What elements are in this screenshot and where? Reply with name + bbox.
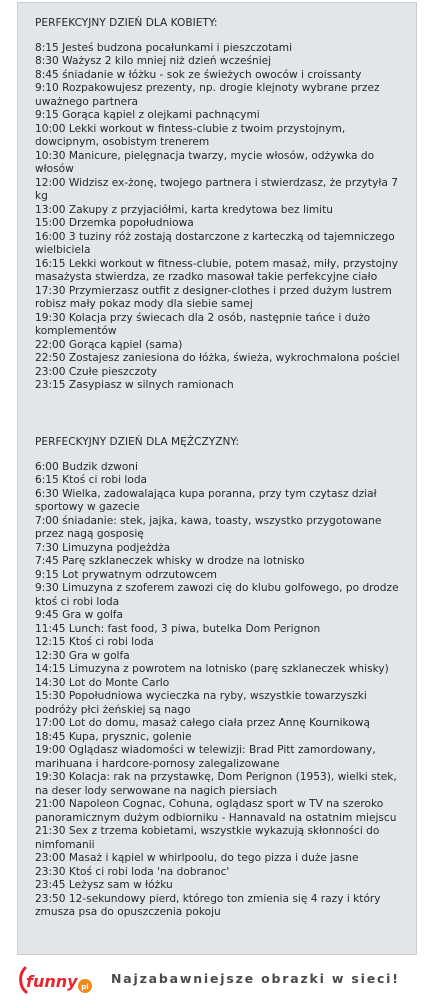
content-panel	[17, 2, 417, 955]
schedule-entry: 12:30 Gra w golfa	[35, 649, 130, 662]
funny-logo-icon[interactable]	[16, 964, 94, 996]
logo-badge: pl	[81, 983, 89, 991]
women-heading: PERFEKCYJNY DZIEŃ DLA KOBIETY:	[35, 17, 218, 29]
schedule-entry: 6:00 Budzik dzwoni	[35, 460, 138, 473]
schedule-entry: 14:30 Lot do Monte Carlo	[35, 676, 170, 689]
men-schedule-list	[35, 461, 407, 920]
schedule-entry: 15:30 Popołudniowa wycieczka na ryby, wszystkie towarzyszki podróży płci żeńskiej są nago	[35, 690, 367, 716]
schedule-entry: 8:45 śniadanie w łóżku - sok ze świeżych owoców i croissanty	[35, 68, 362, 81]
schedule-entry: 22:00 Gorąca kąpiel (sama)	[35, 338, 183, 351]
schedule-entry: 7:30 Limuzyna podjeżdża	[35, 541, 171, 554]
schedule-entry: 13:00 Zakupy z przyjaciółmi, karta kredytowa bez limitu	[35, 203, 333, 216]
schedule-entry: 9:15 Gorąca kąpiel z olejkami pachnącymi	[35, 109, 260, 121]
schedule-entry: 12:00 Widzisz ex-żonę, twojego partnera i stwierdzasz, że przytyła 7 kg	[35, 176, 398, 202]
schedule-entry: 23:00 Czułe pieszczoty	[35, 365, 158, 378]
tagline: Najzabawniejsze obrazki w sieci!	[111, 971, 400, 986]
schedule-entry: 23:45 Leżysz sam w łóżku	[35, 879, 173, 891]
schedule-entry: 7:45 Parę szklaneczek whisky w drodze na lotnisko	[35, 555, 305, 567]
schedule-entry: 7:00 śniadanie: stek, jajka, kawa, toasty, wszystko przygotowane przez nagą gosposię	[35, 514, 382, 540]
footer-bar	[0, 960, 426, 1000]
women-section	[35, 17, 407, 393]
schedule-entry: 16:15 Lekki workout w fitness-clubie, potem masaż, miły, przystojny masażysta stwierdza, ze rzadko masował takie perfekcyjne ciało	[35, 257, 398, 283]
schedule-entry: 23:00 Masaż i kąpiel w whirlpoolu, do tego pizza i duże jasne	[35, 852, 359, 864]
schedule-entry: 8:30 Ważysz 2 kilo mniej niż dzień wcześniej	[35, 55, 272, 67]
men-heading: PERFECKYJNY DZIEŃ DLA MĘŻCZYZNY:	[35, 436, 240, 448]
schedule-entry: 17:00 Lot do domu, masaż całego ciała przez Annę Kournikową	[35, 717, 370, 729]
schedule-entry: 19:00 Oglądasz wiadomości w telewizji: Brad Pitt zamordowany, marihuana i hardcore-pornosy zalegalizowane	[35, 744, 376, 770]
schedule-entry: 10:30 Manicure, pielęgnacja twarzy, mycie włosów, odżywka do włosów	[35, 149, 375, 175]
men-section	[35, 436, 407, 920]
schedule-entry: 23:50 12-sekundowy pierd, którego ton zmienia się 4 razy i który zmusza psa do opuszczenia pokoju	[35, 892, 381, 918]
schedule-entry: 9:45 Gra w golfa	[35, 609, 123, 621]
schedule-entry: 14:15 Limuzyna z powrotem na lotnisko (parę szklaneczek whisky)	[35, 663, 389, 675]
schedule-entry: 15:00 Drzemka popołudniowa	[35, 217, 194, 229]
schedule-entry: 12:15 Ktoś ci robi loda	[35, 636, 154, 648]
schedule-entry: 9:15 Lot prywatnym odrzutowcem	[35, 568, 218, 581]
schedule-entry: 21:30 Sex z trzema kobietami, wszystkie wykazują skłonności do nimfomanii	[35, 825, 380, 851]
schedule-entry: 10:00 Lekki workout w fintess-clubie z twoim przystojnym, dowcipnym, osobistym trenerem	[35, 122, 346, 148]
schedule-entry: 21:00 Napoleon Cognac, Cohuna, oglądasz sport w TV na szeroko panoramicznym dużym odbiorniku - Hannavald na ostatnim miejscu	[35, 798, 397, 824]
logo-text: funny	[26, 972, 78, 991]
schedule-entry: 23:15 Zasypiasz w silnych ramionach	[35, 379, 234, 391]
schedule-entry: 19:30 Kolacja przy świecach dla 2 osób, następnie tańce i dużo komplementów	[35, 311, 371, 337]
women-schedule-list	[35, 42, 407, 393]
schedule-entry: 9:10 Rozpakowujesz prezenty, np. drogie klejnoty wybrane przez uważnego partnera	[35, 82, 380, 108]
schedule-entry: 18:45 Kupa, prysznic, golenie	[35, 730, 192, 743]
schedule-entry: 6:15 Ktoś ci robi loda	[35, 474, 148, 486]
schedule-entry: 6:30 Wielka, zadowalająca kupa poranna, przy tym czytasz dział sportowy w gazecie	[35, 487, 377, 513]
schedule-entry: 11:45 Lunch: fast food, 3 piwa, butelka Dom Perignon	[35, 622, 321, 635]
schedule-entry: 9:30 Limuzyna z szoferem zawozi cię do klubu golfowego, po drodze ktoś ci robi loda	[35, 582, 399, 608]
schedule-entry: 23:30 Ktoś ci robi loda 'na dobranoc'	[35, 865, 230, 878]
schedule-entry: 8:15 Jesteś budzona pocałunkami i pieszczotami	[35, 41, 293, 54]
schedule-entry: 17:30 Przymierzasz outfit z designer-clothes i przed dużym lustrem robisz mały pokaz mody dla siebie samej	[35, 284, 392, 310]
schedule-entry: 19:30 Kolacja: rak na przystawkę, Dom Perignon (1953), wielki stek, na deser lody serwowane na nagich piersiach	[35, 771, 397, 797]
schedule-entry: 22:50 Zostajesz zaniesiona do łóżka, świeża, wykrochmalona pościel	[35, 352, 400, 364]
schedule-entry: 16:00 3 tuziny róż zostają dostarczone z karteczką od tajemniczego wielbiciela	[35, 230, 395, 256]
